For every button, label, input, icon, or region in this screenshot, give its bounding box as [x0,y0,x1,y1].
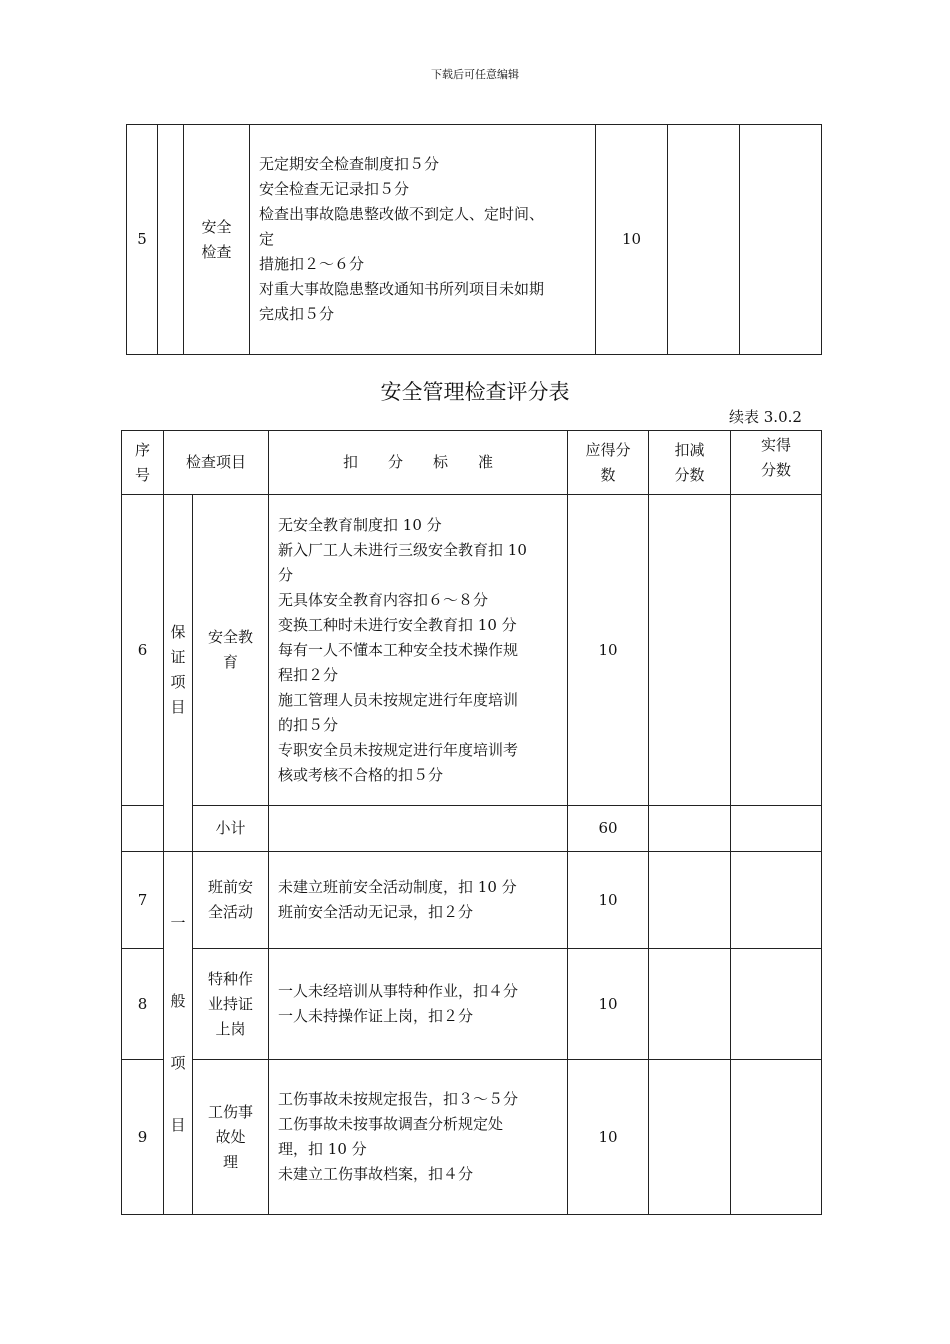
item-name: 特种作 业持证 上岗 [193,949,269,1060]
header-item: 检查项目 [164,431,269,495]
row-number: 5 [127,125,158,355]
row-number: 7 [122,852,164,949]
score-table [121,430,822,1215]
group-general: 一 般 项 目 [164,852,193,1215]
criteria: 无定期安全检查制度扣５分 安全检查无记录扣５分 检查出事故隐患整改做不到定人、定时间、 定 措施扣２～６分 对重大事故隐患整改通知书所列项目未如期 完成扣５分 [250,125,596,355]
table-row [122,949,822,1060]
deduct-score [649,806,731,852]
header-deduct: 扣减 分数 [649,431,731,495]
header-no: 序 号 [122,431,164,495]
deduct-score [649,1060,731,1215]
due-score: 10 [568,852,649,949]
table-row [127,125,822,355]
subtotal-label: 小计 [193,806,269,852]
deduct-score [649,495,731,806]
row-number: 8 [122,949,164,1060]
actual-score [731,852,822,949]
row-number: 9 [122,1060,164,1215]
due-score: 10 [596,125,668,355]
item-name: 安全 检查 [184,125,250,355]
deduct-score [649,949,731,1060]
due-score: 10 [568,1060,649,1215]
table-row [122,495,822,806]
group-cell [158,125,184,355]
item-name: 班前安 全活动 [193,852,269,949]
table-row [122,852,822,949]
actual-score [731,949,822,1060]
header-row [122,431,822,495]
criteria: 未建立班前安全活动制度，扣 10 分 班前安全活动无记录，扣２分 [269,852,568,949]
criteria: 一人未经培训从事特种作业，扣４分 一人未持操作证上岗，扣２分 [269,949,568,1060]
actual-score [731,806,822,852]
item-name: 工伤事 故处 理 [193,1060,269,1215]
header-actual: 实得 分数 [731,431,822,495]
page-title: 安全管理检查评分表 [380,380,570,404]
due-score: 10 [568,949,649,1060]
top-table [126,124,822,355]
subtotal-row [122,806,822,852]
row-number: 6 [122,495,164,806]
due-score: 10 [568,495,649,806]
criteria: 工伤事故未按规定报告，扣３～５分 工伤事故未按事故调查分析规定处 理，扣 10 分 未建立工伤事故档案，扣４分 [269,1060,568,1215]
continued-label: 续表 3.0.2 [729,408,802,426]
table-row [122,1060,822,1215]
actual-score [731,1060,822,1215]
header-criteria: 扣 分 标 准 [269,431,568,495]
subtotal-score: 60 [568,806,649,852]
actual-score [731,495,822,806]
deduct-score [668,125,740,355]
actual-score [740,125,822,355]
subtotal-criteria [269,806,568,852]
header-note: 下载后可任意编辑 [431,68,519,81]
header-due: 应得分 数 [568,431,649,495]
deduct-score [649,852,731,949]
criteria: 无安全教育制度扣 10 分 新入厂工人未进行三级安全教育扣 10 分 无具体安全教育内容扣６～８分 变换工种时未进行安全教育扣 10 分 每有一人不懂本工种安全技术操作规 程扣２分 施工管理人员未按规定进行年度培训 的扣５分 专职安全员未按规定进行年度培训考 核或考核不合格的扣５分 [269,495,568,806]
item-name: 安全教 育 [193,495,269,806]
subtotal-no [122,806,164,852]
group-guarantee: 保 证 项 目 [164,495,193,852]
